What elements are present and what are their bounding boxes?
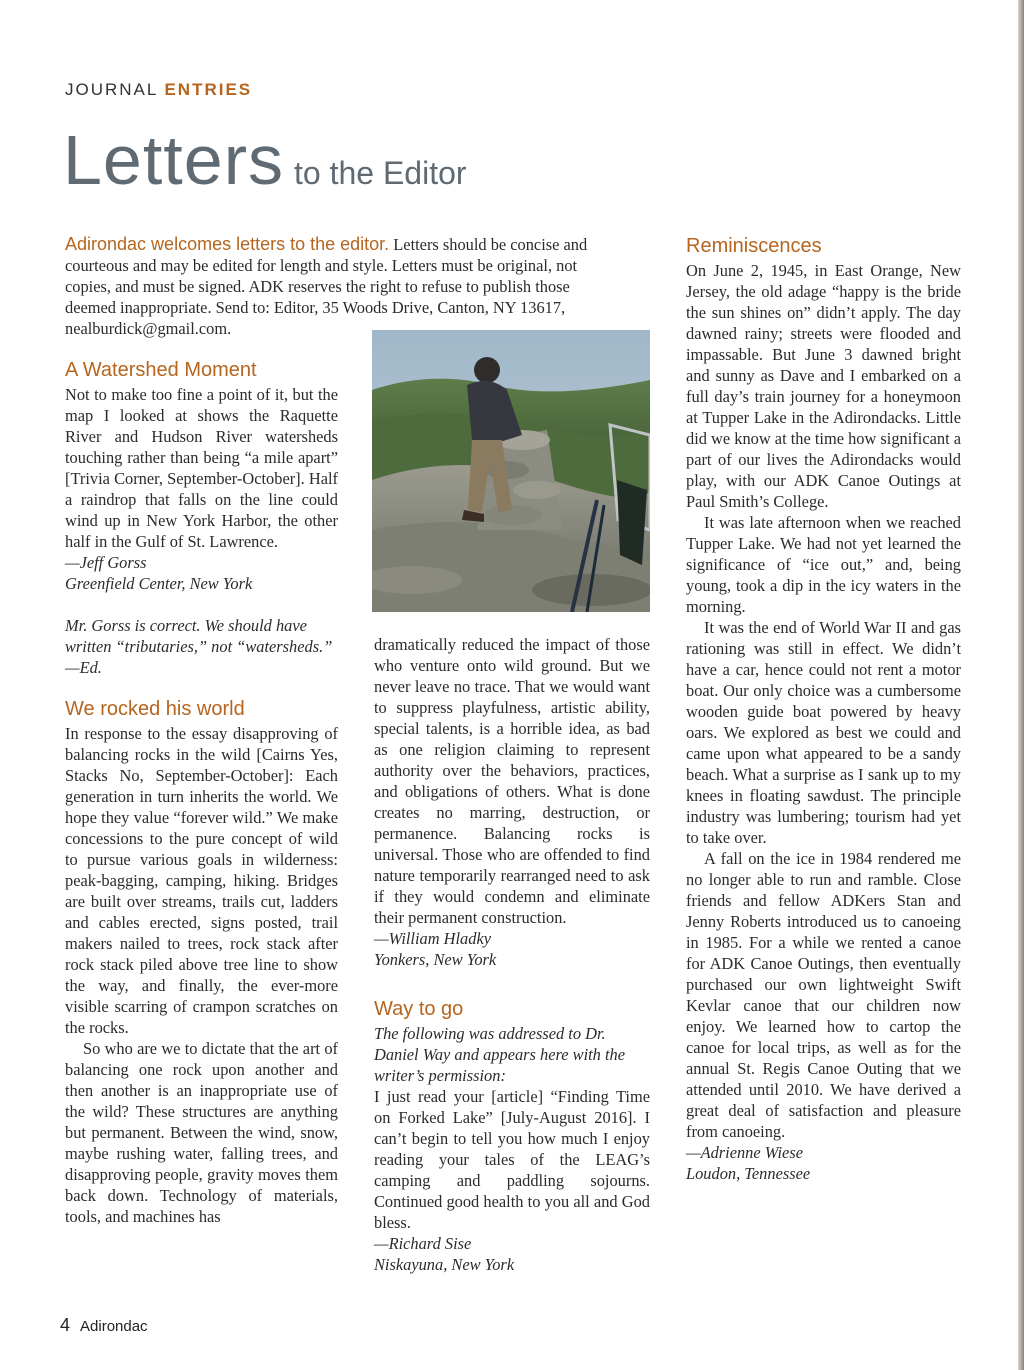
column-right xyxy=(686,234,961,1184)
publication-name: Adirondac xyxy=(80,1318,148,1335)
letter-rocked-p2: So who are we to dictate that the art of balancing one rock upon another and then another is an inappropriate use of the wild? These structures are anything but permanent. Between the wind, snow, maybe rushing water, falling trees, and disapproving people, gravity moves them back down. Technology of materials, tools, and machines has xyxy=(65,1039,338,1226)
section-accent: ENTRIES xyxy=(164,80,253,99)
location-wiese: Loudon, Tennessee xyxy=(686,1164,811,1183)
intro-lead: Adirondac welcomes letters to the editor. xyxy=(65,234,390,254)
title-letters: Letters xyxy=(63,121,284,199)
author-hladky: —William Hladky xyxy=(374,929,491,948)
location-sise: Niskayuna, New York xyxy=(374,1255,515,1274)
author-gorss: —Jeff Gorss xyxy=(65,553,147,572)
title-to-the-editor: to the Editor xyxy=(294,155,467,191)
page-footer xyxy=(60,1315,148,1336)
author-sise: —Richard Sise xyxy=(374,1234,472,1253)
page-title xyxy=(63,120,467,200)
letter-way-to-go-body: I just read your [article] “Finding Time on Forked Lake” [July-August 2016]. I can’t begin to tell you how much I enjoy reading your tales of the LEAG’s camping and paddling sojourns. Continued good health to you all and God bless. xyxy=(374,1087,650,1232)
cairn-photo xyxy=(372,330,650,612)
letter-reminiscences-p2: It was late afternoon when we reached Tupper Lake. We had not yet learned the significance of “ice out,” and, being young, took a dip in the icy waters in the morning. xyxy=(686,513,961,616)
column-left xyxy=(65,358,338,1227)
letter-reminiscences-p1: On June 2, 1945, in East Orange, New Jersey, the old adage “happy is the bride the sun shines on” didn’t apply. The day dawned rainy; streets were flooded and impassable. But June 3 dawned bright and sunny as Dave and I embarked on a full day’s train journey for a honeymoon at Tupper Lake in the Adirondacks. Little did we know at the time how significant a part of our lives the Adirondacks would play, with our ADK Canoe Outings at Paul Smith’s College. xyxy=(686,261,961,511)
section-label: JOURNAL ENTRIES xyxy=(65,80,253,99)
intro-block: Adirondac welcomes letters to the editor. Letters should be concise and courteous and may be edited for length and style. Letters must be original, not copies, and must be signed. ADK reserves the right to refuse to publish those deemed inappropriate. Send to: Editor, 35 Woods Drive, Canton, NY 13617, nealburdick@gmail.com. xyxy=(65,234,588,338)
location-hladky: Yonkers, New York xyxy=(374,950,497,969)
column-middle xyxy=(374,634,650,1275)
location-gorss: Greenfield Center, New York xyxy=(65,574,253,593)
heading-watershed: A Watershed Moment xyxy=(65,359,257,381)
heading-rocked: We rocked his world xyxy=(65,698,245,720)
cairn-photo-image xyxy=(372,330,650,612)
page-number: 4 xyxy=(60,1315,71,1335)
author-wiese: —Adrienne Wiese xyxy=(686,1143,803,1162)
page-edge xyxy=(1018,0,1024,1370)
heading-reminiscences: Reminiscences xyxy=(686,235,822,257)
letter-reminiscences-p4: A fall on the ice in 1984 rendered me no longer able to run and ramble. Close friends and fellow ADKers Stan and Jenny Roberts introduced us to canoeing in 1985. For a while we rented a canoe for ADK Canoe Outings, then eventually purchased our own lightweight Swift Kevlar canoe that our children now enjoy. We learned how to cartop the canoe for local trips, as well as for the annual St. Regis Canoe Outing that we attended until 2010. We have derived a great deal of satisfaction and pleasure from canoeing. xyxy=(686,849,961,1141)
letter-watershed-body: Not to make too fine a point of it, but the map I looked at shows the Raquette River and Hudson River watersheds touching rather than being “a mile apart” [Trivia Corner, September-October]. Half a raindrop that falls on the line could wind up in New York Harbor, the other half in the Gulf of St. Lawrence. xyxy=(65,385,338,551)
letter-rocked-p3: dramatically reduced the impact of those who venture onto wild ground. But we never leave no trace. That we would want to suppress playfulness, artistic ability, special talents, is a horrible idea, as bad as one religion claiming to represent authority over the behaviors, practices, and obligations of others. What is done creates no marring, destruction, or permanence. Balancing rocks is universal. Those who are offended to find nature temporarily rearranged need to ask if they would condemn and eliminate their permanent construction. xyxy=(374,635,650,927)
letter-reminiscences-p3: It was the end of World War II and gas rationing was still in effect. We didn’t have a car, hence could not rent a motor boat. Our only choice was a cumbersome wooden guide boat powered by heavy oars. We explored as best we could and came upon what appeared to be a sandy beach. What a surprise as I sank up to my knees in floating sawdust. The principle industry was lumbering; tourism had yet to take over. xyxy=(686,618,961,847)
editor-note: Mr. Gorss is correct. We should have written “tributaries,” not “watersheds.” —Ed. xyxy=(65,616,333,677)
heading-way-to-go: Way to go xyxy=(374,998,464,1020)
way-to-go-note: The following was addressed to Dr. Daniel Way and appears here with the writer’s permission: xyxy=(374,1024,625,1085)
letter-rocked-p1: In response to the essay disapproving of balancing rocks in the wild [Cairns Yes, Stacks No, September-October]: Each generation in turn inherits the world. We hope they value “forever wild.” We make concessions to the pure concept of wild to pursue various goals in wilderness: peak-bagging, camping, hiking. Bridges are built over streams, trails cut, ladders and cables erected, signs posted, trail makers nailed to trees, rock stack after rock stack piled above tree line to show the way, and finally, the ever-more visible scarring of crampon scratches on the rocks. xyxy=(65,724,338,1037)
